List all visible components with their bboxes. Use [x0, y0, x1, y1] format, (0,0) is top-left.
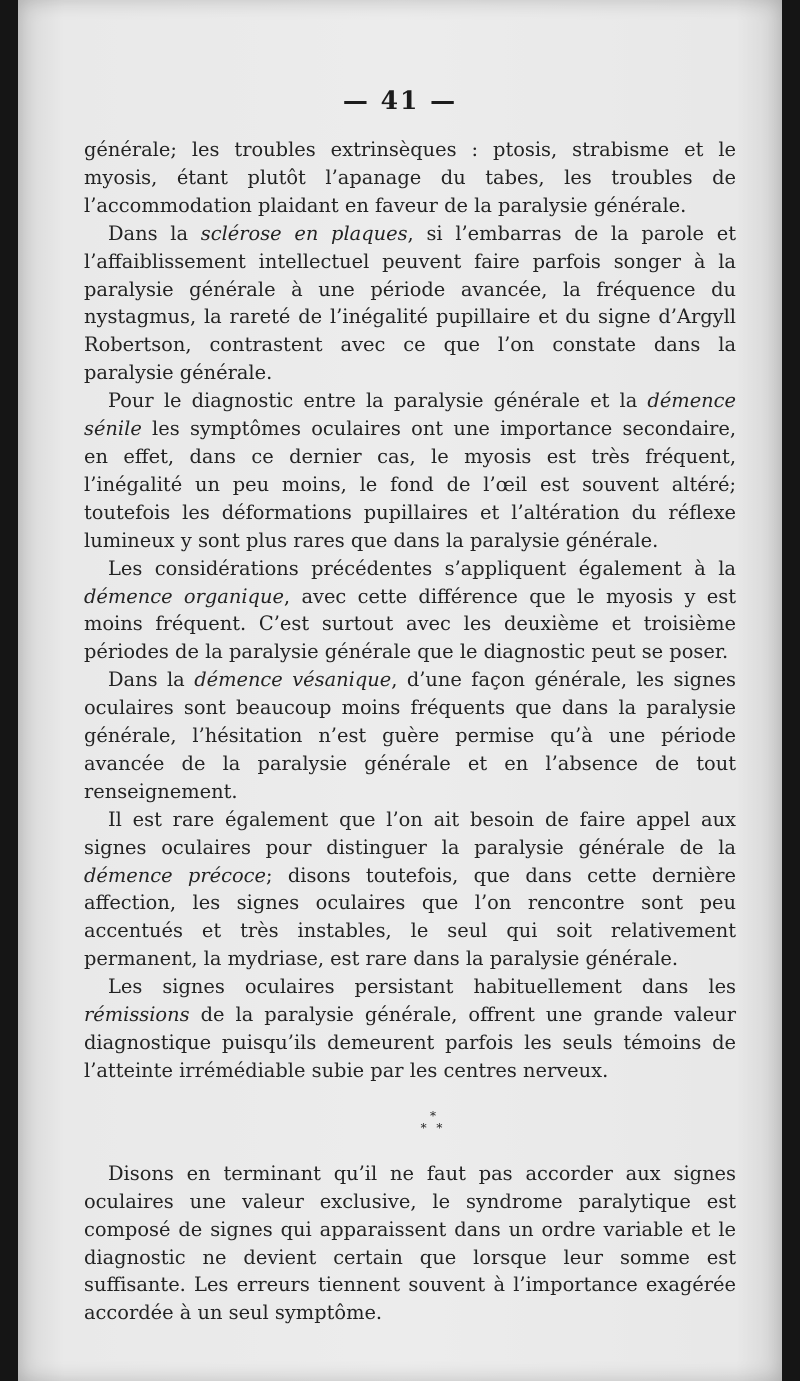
paragraph: [84, 973, 736, 1085]
text-segment: ; disons toutefois, que dans cette dernière affection, les signes oculaires que l’on rencontre sont peu accentués et très instables, le seul qui soit relativement permanent, la mydriase, est rare dans la paralysie générale.: [84, 863, 736, 971]
text-segment: générale; les troubles extrinsèques : ptosis, strabisme et le myosis, étant plutôt l’apanage du tabes, les troubles de l’accommodation plaidant en faveur de la paralysie générale.: [84, 138, 736, 217]
text-segment: Il est rare également que l’on ait besoin de faire appel aux signes oculaires pour distinguer la paralysie générale de la: [84, 807, 736, 859]
body-paragraphs: [84, 136, 736, 1085]
paragraph: [84, 220, 736, 387]
section-separator: [130, 1110, 736, 1134]
italic-term: sclérose en plaques: [200, 221, 408, 245]
text-segment: , d’une façon générale, les signes oculaires sont beaucoup moins fréquents que dans la paralysie générale, l’hésitation n’est guère permise qu’à une période avancée de la paralysie générale et en l’absence de tout renseignement.: [84, 668, 736, 803]
page-number: — 41 —: [342, 86, 458, 115]
italic-term: rémissions: [84, 1003, 190, 1027]
book-page: [18, 0, 782, 1381]
closing-paragraph: [84, 1160, 736, 1327]
text-segment: , si l’embarras de la parole et l’affaiblissement intellectuel peuvent faire parfois songer à la paralysie générale à une période avancée, la fréquence du nystagmus, la rareté de l’inégalité pupillaire et du signe d’Argyll Robertson, contrastent avec ce que l’on constate dans la paralysie générale.: [84, 221, 736, 385]
italic-term: démence sénile: [84, 389, 736, 441]
paragraph: [84, 666, 736, 806]
text-segment: les symptômes oculaires ont une importance secondaire, en effet, dans ce dernier cas, le myosis est très fréquent, l’inégalité un peu moins, le fond de l’œil est souvent altéré; toutefois les déformations pupillaires et l’altération du réflexe lumineux y sont plus rares que dans la paralysie générale.: [84, 417, 736, 552]
text-segment: Les signes oculaires persistant habituellement dans les: [108, 975, 736, 999]
text-segment: Les considérations précédentes s’appliquent également à la: [108, 556, 736, 580]
italic-term: démence organique: [84, 584, 284, 608]
text-segment: , avec cette différence que le myosis y est moins fréquent. C’est surtout avec les deuxième et troisième périodes de la paralysie générale que le diagnostic peut se poser.: [84, 584, 736, 664]
paragraph: [84, 555, 736, 667]
paragraph: [84, 136, 736, 220]
paragraph: [84, 387, 736, 554]
separator-star-bottom: * *: [420, 1120, 446, 1135]
text-segment: Pour le diagnostic entre la paralysie générale et la: [108, 389, 648, 413]
text-segment: Dans la: [108, 221, 201, 245]
separator-star-top: *: [430, 1108, 436, 1123]
text-segment: Disons en terminant qu’il ne faut pas accorder aux signes oculaires une valeur exclusive, le syndrome paralytique est composé de signes qui apparaissent dans un ordre variable et le diagnostic ne devient certain que lorsque leur somme est suffisante. Les erreurs tiennent souvent à l’importance exagérée accordée à un seul symptôme.: [84, 1161, 736, 1325]
italic-term: démence vésanique: [194, 668, 392, 692]
page-body: [84, 136, 736, 1327]
text-segment: Dans la: [108, 668, 195, 692]
closing-paragraph-container: [84, 1160, 736, 1327]
paragraph: [84, 806, 736, 973]
italic-term: démence précoce: [84, 863, 266, 887]
text-segment: de la paralysie générale, offrent une grande valeur diagnostique puisqu’ils demeurent parfois les seuls témoins de l’atteinte irrémédiable subie par les centres nerveux.: [84, 1003, 736, 1082]
